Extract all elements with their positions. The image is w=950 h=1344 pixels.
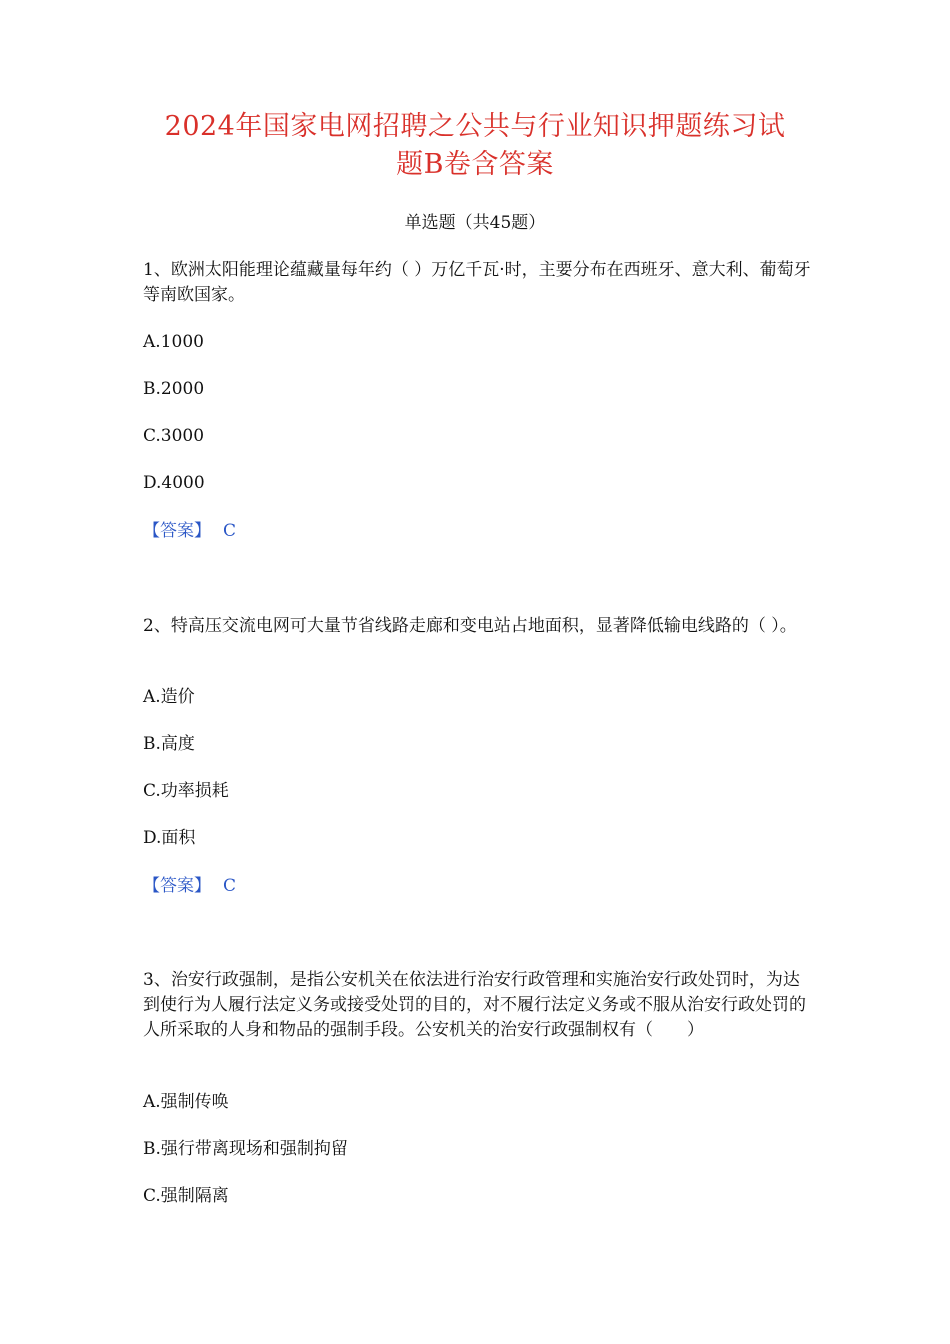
document-title (120, 108, 830, 184)
document-title-line-2: 题B卷含答案 (396, 149, 554, 180)
question-option: B.2000 (143, 379, 205, 399)
answer-label: 【答案】 (143, 876, 211, 896)
question-option: D.4000 (143, 473, 205, 493)
question-stem: 2、特高压交流电网可大量节省线路走廊和变电站占地面积，显著降低输电线路的（ ）。 (143, 616, 797, 636)
question-option: A.1000 (143, 332, 204, 352)
answer-line (143, 519, 236, 543)
question-stem: 1、欧洲太阳能理论蕴藏量每年约（ ）万亿千瓦·时，主要分布在西班牙、意大利、葡萄牙等南欧国家。 (143, 260, 811, 305)
question-option: C.3000 (143, 426, 205, 446)
question-option: C.功率损耗 (143, 781, 229, 801)
answer-value: C (223, 876, 237, 896)
question-2 (143, 614, 813, 639)
question-3 (143, 968, 813, 1043)
question-option: B.强行带离现场和强制拘留 (143, 1139, 348, 1159)
question-option: A.造价 (143, 687, 195, 707)
question-option: B.高度 (143, 734, 195, 754)
document-title-line-1: 2024年国家电网招聘之公共与行业知识押题练习试 (164, 111, 786, 142)
answer-value: C (223, 521, 237, 541)
answer-line (143, 874, 236, 898)
question-stem: 3、治安行政强制，是指公安机关在依法进行治安行政管理和实施治安行政处罚时，为达到使行为人履行法定义务或接受处罚的目的，对不履行法定义务或不服从治安行政处罚的人所采取的人身和物品的强制手段。公安机关的治安行政强制权有（ ） (143, 970, 806, 1040)
question-1 (143, 258, 813, 308)
answer-label: 【答案】 (143, 521, 211, 541)
question-option: D.面积 (143, 828, 196, 848)
question-option: C.强制隔离 (143, 1186, 229, 1206)
question-option: A.强制传唤 (143, 1092, 229, 1112)
section-heading: 单选题（共45题） (404, 213, 546, 233)
